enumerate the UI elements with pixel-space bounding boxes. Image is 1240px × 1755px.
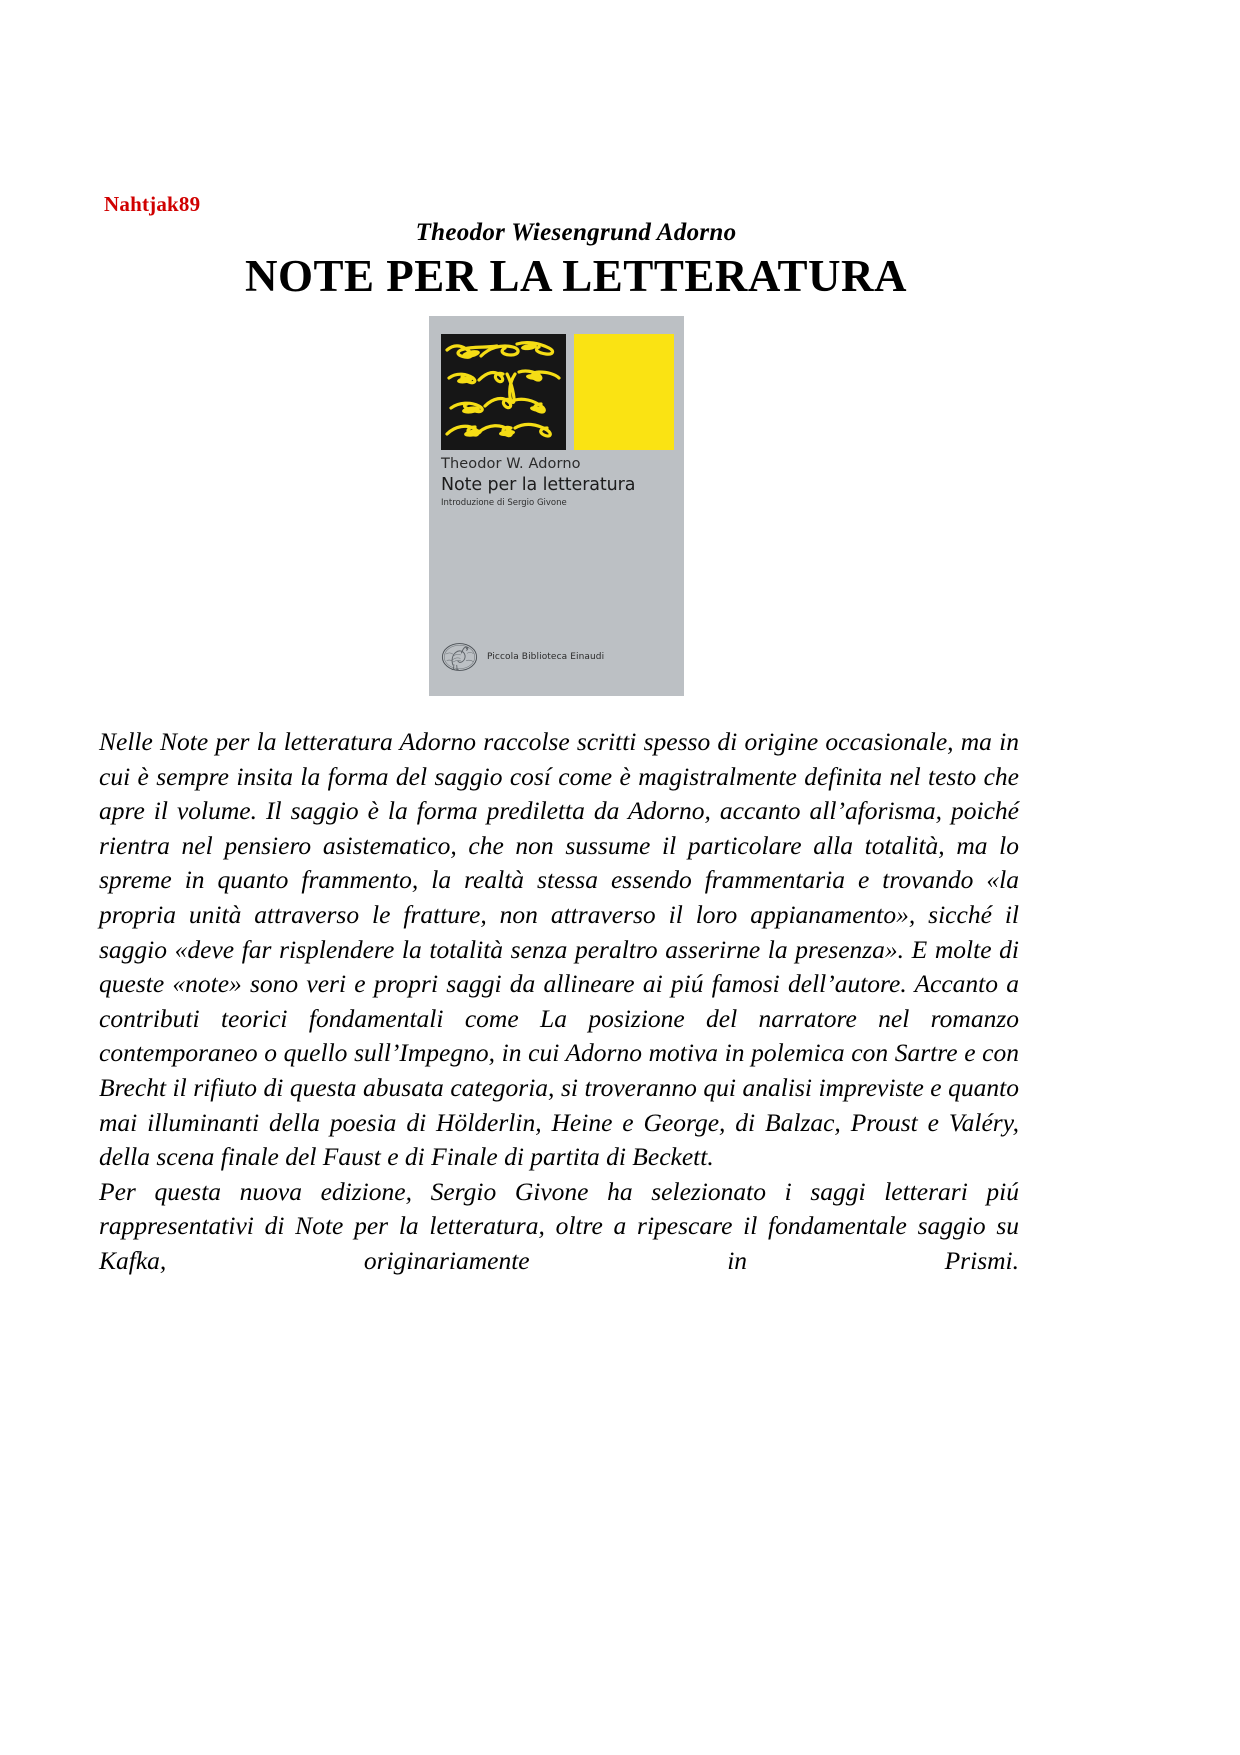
book-cover-image	[429, 316, 684, 696]
book-cover	[429, 316, 684, 696]
einaudi-ostrich-logo-icon	[441, 642, 478, 672]
cover-imprint-label: Piccola Biblioteca Einaudi	[487, 652, 605, 662]
yellow-brushstroke-icon	[441, 334, 566, 450]
document-heading	[96, 218, 1056, 302]
author-name: Theodor Wiesengrund Adorno	[415, 219, 737, 246]
page-title: NOTE PER LA LETTERATURA	[244, 251, 908, 301]
cover-artwork-panel	[441, 334, 566, 450]
cover-author-label: Theodor W. Adorno	[441, 456, 581, 472]
blurb-paragraph-1: Nelle Note per la letteratura Adorno raccolse scritti spesso di origine occasionale, ma in cui è sempre insita la forma del saggio cosí come è magistralmente definita nel testo che apre il volume. Il saggio è la forma prediletta da Adorno, accanto all’aforisma, poiché rientra nel pensiero asistematico, che non sussume il particolare alla totalità, ma lo spreme in quanto frammento, la realtà stessa essendo frammentaria e trovando «la propria unità attraverso le fratture, non attraverso il loro appianamento», sicché il saggio «deve far risplendere la totalità senza peraltro asserirne la presenza». E molte di queste «note» sono veri e propri saggi da allineare ai piú famosi dell’autore. Accanto a contributi teorici fondamentali come La posizione del narratore nel romanzo contemporaneo o quello sull’Impegno, in cui Adorno motiva in polemica con Sartre e con Brecht il rifiuto di questa abusata categoria, si troveranno qui analisi impreviste e quanto mai illuminanti della poesia di Hölderlin, Heine e George, di Balzac, Proust e Valéry, della scena finale del Faust e di Finale di partita di Beckett.	[99, 727, 1019, 1172]
cover-subtitle-label: Introduzione di Sergio Givone	[441, 498, 567, 508]
cover-yellow-panel	[574, 334, 674, 450]
blurb-paragraph-2: Per questa nuova edizione, Sergio Givone ha selezionato i saggi letterari piú rappresentativi di Note per la letteratura, oltre a ripescare il fondamentale saggio su Kafka, originariamente in Prismi.	[99, 1176, 1019, 1275]
cover-title-label: Note per la letteratura	[441, 475, 636, 495]
book-blurb	[99, 725, 1019, 1313]
cover-imprint-block	[441, 642, 604, 672]
watermark-label: Nahtjak89	[104, 192, 201, 216]
